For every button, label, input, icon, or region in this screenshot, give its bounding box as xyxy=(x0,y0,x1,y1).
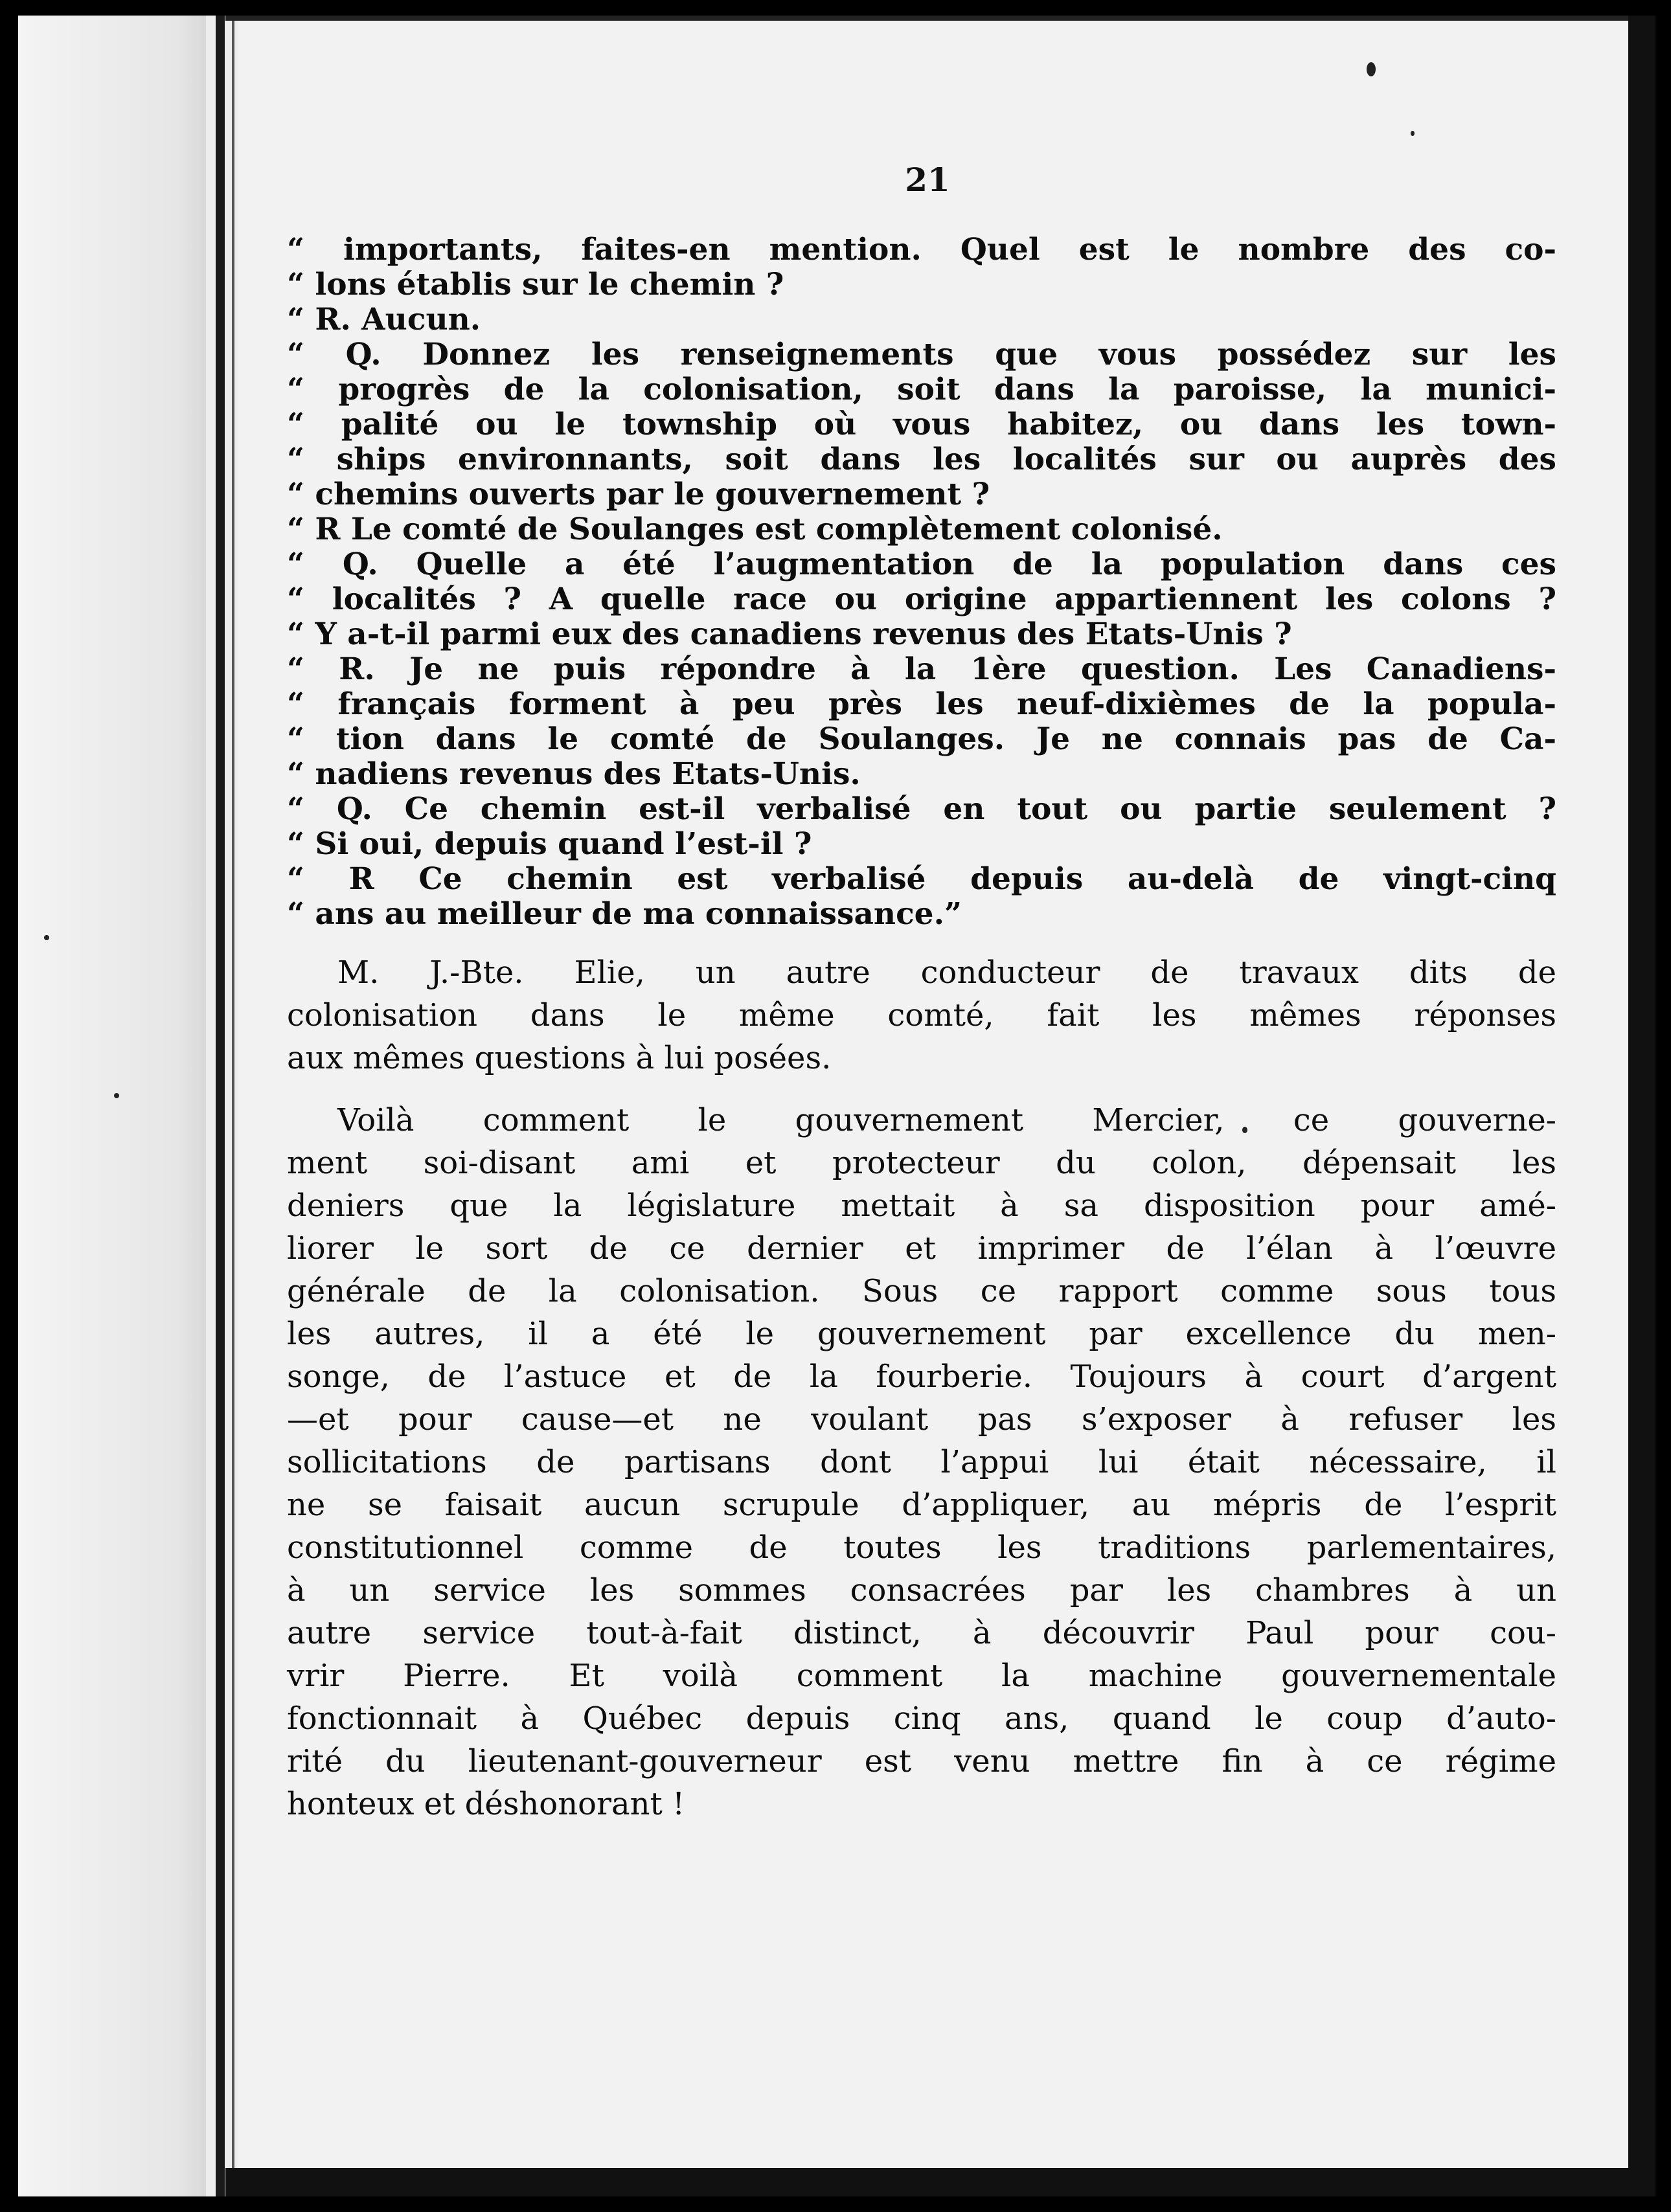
text-line: “ Q. Quelle a été l’augmentation de la population dans ces xyxy=(287,547,1556,582)
text-line: deniers que la législature mettait à sa disposition pour amé- xyxy=(287,1188,1556,1224)
binding-shadow xyxy=(232,16,234,2196)
text-line: “ localités ? A quelle race ou origine appartiennent les colons ? xyxy=(287,581,1556,617)
ink-speck xyxy=(114,1093,119,1098)
text-line: constitutionnel comme de toutes les traditions parlementaires, xyxy=(287,1529,1556,1566)
text-line: rité du lieutenant-gouverneur est venu mettre fin à ce régime xyxy=(287,1743,1556,1779)
text-line: “ chemins ouverts par le gouvernement ? xyxy=(287,477,990,512)
text-line: songe, de l’astuce et de la fourberie. Toujours à court d’argent xyxy=(287,1359,1556,1395)
text-line: ment soi-disant ami et protecteur du colon, dépensait les xyxy=(287,1145,1556,1181)
text-line: Voilà comment le gouvernement Mercier, ce gouverne- xyxy=(337,1102,1556,1138)
text-line: M. J.-Bte. Elie, un autre conducteur de travaux dits de xyxy=(337,954,1556,991)
bottom-scan-edge xyxy=(225,2168,1655,2196)
text-line: liorer le sort de ce dernier et imprimer de l’élan à l’œuvre xyxy=(287,1230,1556,1267)
text-line: “ palité ou le township où vous habitez, ou dans les town- xyxy=(287,407,1556,442)
text-line: —et pour cause—et ne voulant pas s’exposer à refuser les xyxy=(287,1401,1556,1438)
text-line: honteux et déshonorant ! xyxy=(287,1786,685,1822)
top-scan-edge xyxy=(225,16,1655,21)
ink-speck xyxy=(44,935,49,940)
ink-speck xyxy=(1367,62,1376,76)
paragraph-elie xyxy=(287,951,1556,1079)
text-line: les autres, il a été le gouvernement par excellence du men- xyxy=(287,1316,1556,1352)
page-body xyxy=(287,232,1556,1825)
text-line: “ lons établis sur le chemin ? xyxy=(287,267,784,302)
text-line: “ Y a-t-il parmi eux des canadiens revenus des Etats-Unis ? xyxy=(287,616,1292,652)
text-line: “ R. Aucun. xyxy=(287,302,481,337)
text-line: sollicitations de partisans dont l’appui lui était nécessaire, il xyxy=(287,1444,1556,1480)
scanned-page xyxy=(18,16,1655,2196)
text-line: générale de la colonisation. Sous ce rapport comme sous tous xyxy=(287,1273,1556,1309)
text-line: “ R. Je ne puis répondre à la 1ère question. Les Canadiens- xyxy=(287,651,1556,687)
text-line: “ ans au meilleur de ma connaissance.” xyxy=(287,896,962,932)
text-line: “ Q. Donnez les renseignements que vous possédez sur les xyxy=(287,337,1556,372)
text-line: “ français forment à peu près les neuf-dixièmes de la popula- xyxy=(287,686,1556,722)
text-line: à un service les sommes consacrées par les chambres à un xyxy=(287,1572,1556,1608)
text-line: “ ships environnants, soit dans les localités sur ou auprès des xyxy=(287,442,1556,477)
text-line: vrir Pierre. Et voilà comment la machine gouvernementale xyxy=(287,1658,1556,1694)
text-line: “ progrès de la colonisation, soit dans la paroisse, la munici- xyxy=(287,372,1556,407)
text-line: “ importants, faites-en mention. Quel est le nombre des co- xyxy=(287,232,1556,267)
text-line: “ R Le comté de Soulanges est complètement colonisé. xyxy=(287,512,1223,547)
text-line: fonctionnait à Québec depuis cinq ans, quand le coup d’auto- xyxy=(287,1700,1556,1737)
ink-speck xyxy=(1411,131,1415,136)
right-scan-edge xyxy=(1628,16,1655,2196)
text-line: “ R Ce chemin est verbalisé depuis au-delà de vingt-cinq xyxy=(287,861,1556,897)
text-line: ne se faisait aucun scrupule d’appliquer, au mépris de l’esprit xyxy=(287,1487,1556,1523)
text-line: autre service tout-à-fait distinct, à découvrir Paul pour cou- xyxy=(287,1615,1556,1651)
text-line: aux mêmes questions à lui posées. xyxy=(287,1040,832,1076)
text-line: “ Q. Ce chemin est-il verbalisé en tout ou partie seulement ? xyxy=(287,791,1556,827)
binding-spine xyxy=(216,16,225,2196)
text-line: “ Si oui, depuis quand l’est-il ? xyxy=(287,826,812,862)
text-line: “ tion dans le comté de Soulanges. Je ne connais pas de Ca- xyxy=(287,721,1556,757)
text-line: colonisation dans le même comté, fait les mêmes réponses xyxy=(287,997,1556,1033)
text-line: “ nadiens revenus des Etats-Unis. xyxy=(287,756,861,792)
facing-page-margin xyxy=(18,16,206,2196)
paragraph-mercier xyxy=(287,1099,1556,1825)
quoted-testimony xyxy=(287,232,1556,932)
page-number: 21 xyxy=(905,161,950,199)
